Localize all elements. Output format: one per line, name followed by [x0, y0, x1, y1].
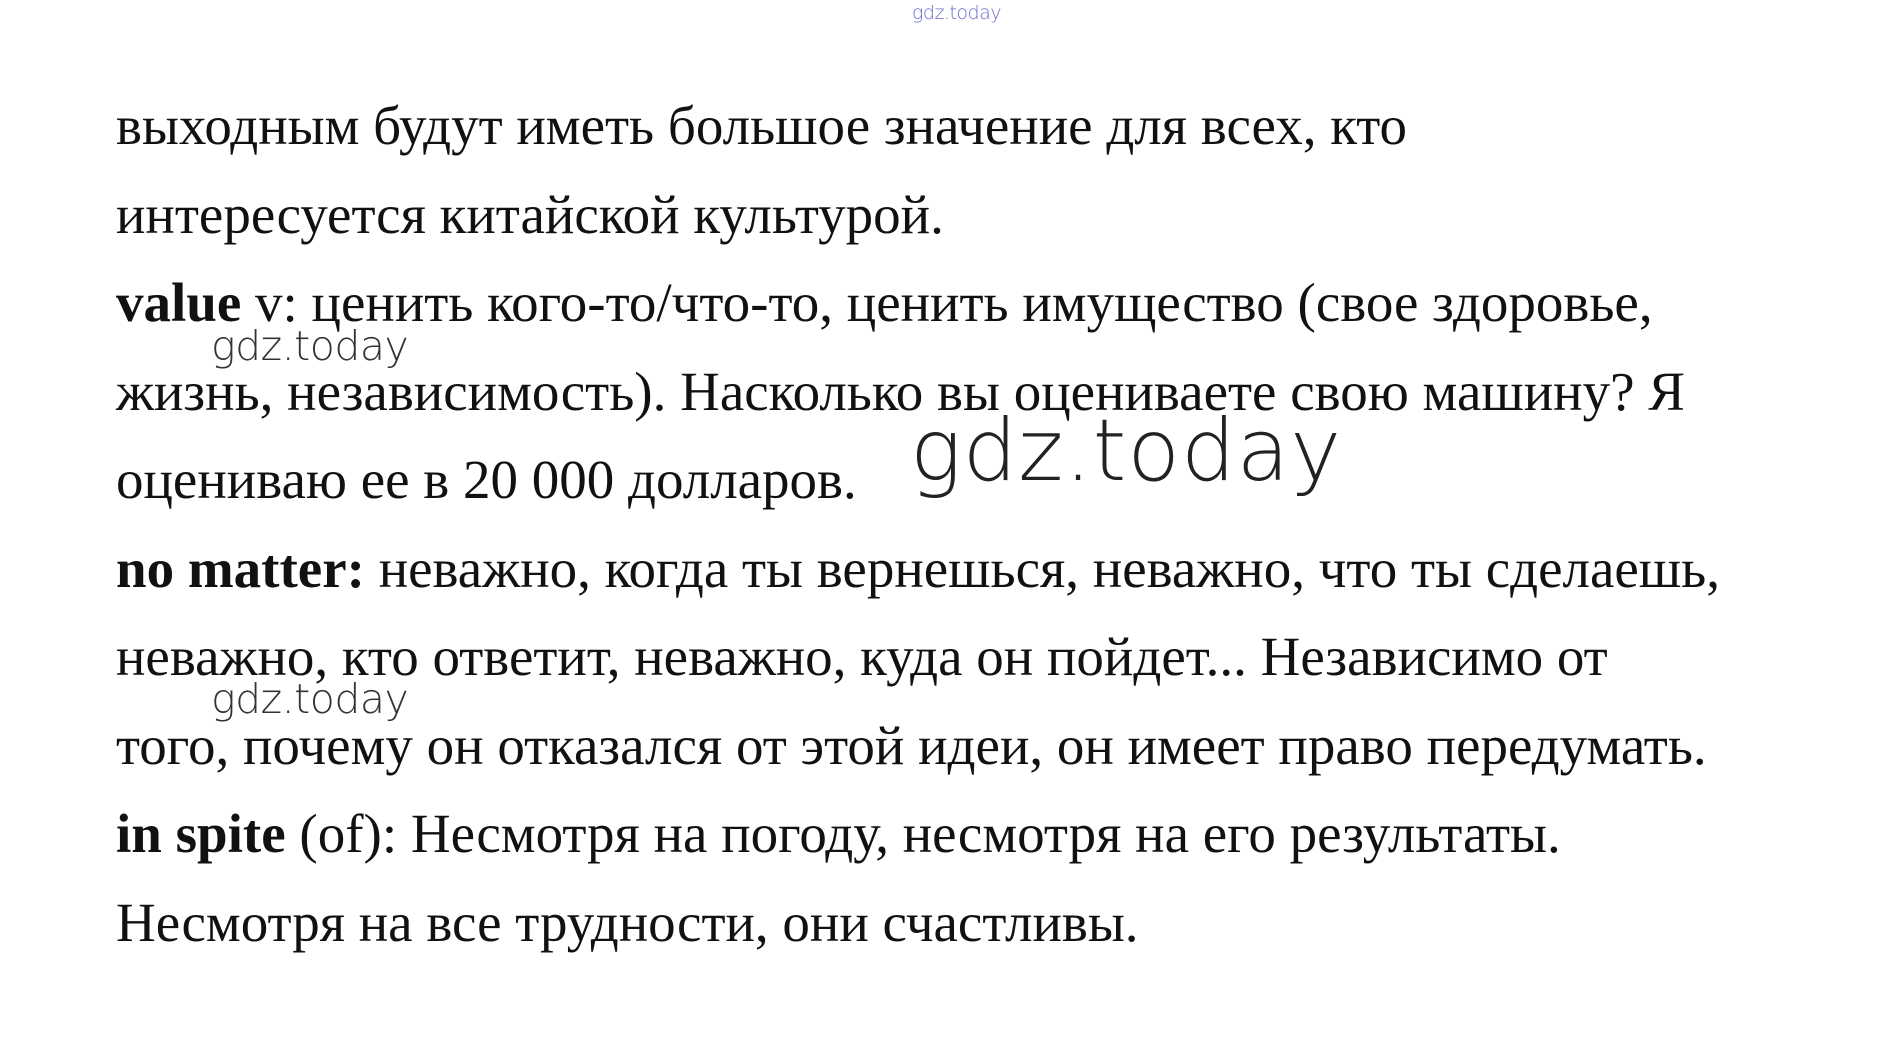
definition-in-spite: (of): Несмотря на погоду, несмотря на его результаты.: [285, 803, 1561, 864]
text-line-10: Несмотря на все трудности, они счастливы.: [116, 891, 1139, 953]
definition-no-matter: неважно, когда ты вернешься, неважно, что ты сделаешь,: [364, 537, 1720, 599]
entry-no-matter: [116, 525, 1856, 614]
watermark-large: gdz.today: [910, 401, 1343, 501]
watermark-small-2: gdz.today: [211, 675, 409, 723]
entry-in-spite: [116, 790, 1856, 879]
watermark-top: gdz.today: [912, 2, 1001, 24]
text-line-4: жизнь, независимость). Насколько вы оцениваете свою машину? Я: [116, 360, 1685, 422]
term-in-spite: in spite: [116, 803, 286, 864]
text-line-5: оцениваю ее в 20 000 долларов.: [116, 449, 857, 510]
text-line-8: того, почему он отказался от этой идеи, он имеет право передумать.: [116, 714, 1707, 776]
term-no-matter: no matter:: [116, 537, 365, 599]
vocabulary-text: [116, 82, 1856, 967]
text-line-1: выходным будут иметь большое значение для всех, кто: [116, 95, 1408, 156]
term-value: value: [116, 272, 242, 333]
definition-value: v: ценить кого-то/что-то, ценить имущество (свое здоровье,: [241, 272, 1653, 333]
watermark-small-1: gdz.today: [211, 322, 409, 370]
text-line-7: неважно, кто ответит, неважно, куда он пойдет... Независимо от: [116, 626, 1608, 687]
text-line-2: интересуется китайской культурой.: [116, 183, 944, 245]
